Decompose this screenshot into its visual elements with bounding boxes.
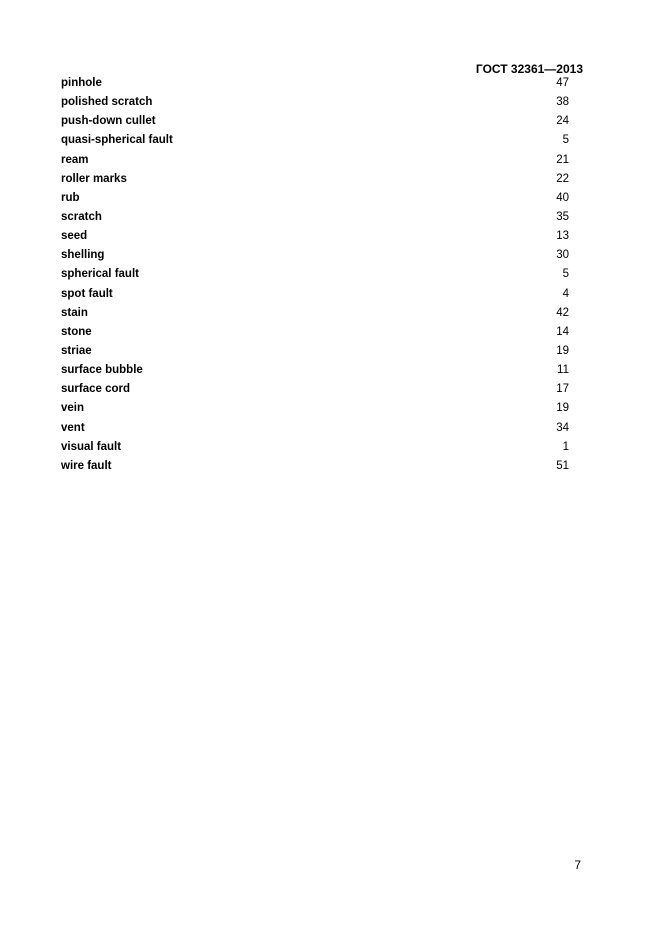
index-page-ref: 4 (562, 287, 569, 300)
index-entry (61, 399, 569, 418)
index-term: wire fault (61, 459, 112, 472)
alphabetical-index (61, 74, 569, 476)
index-page-ref: 35 (556, 210, 569, 223)
index-term: spherical fault (61, 268, 139, 281)
index-term: scratch (61, 210, 102, 223)
index-entry (61, 227, 569, 246)
index-entry (61, 246, 569, 265)
index-entry (61, 380, 569, 399)
index-term: pinhole (61, 77, 102, 89)
index-term: ream (61, 153, 89, 166)
index-entry (61, 151, 569, 170)
page-number: 7 (574, 858, 581, 872)
index-term: rub (61, 191, 80, 204)
index-entry (61, 93, 569, 112)
index-page-ref: 5 (562, 134, 569, 147)
index-term: surface cord (61, 383, 131, 396)
index-page-ref: 34 (556, 421, 569, 434)
index-page-ref: 42 (556, 306, 569, 319)
index-page-ref: 19 (556, 402, 569, 415)
standard-designation: ГОСТ 32361—2013 (475, 62, 583, 76)
index-term: surface bubble (61, 364, 143, 377)
index-page-ref: 14 (556, 325, 569, 338)
index-page-ref: 11 (557, 364, 569, 377)
index-term: shelling (61, 249, 105, 262)
index-page-ref: 21 (556, 153, 569, 166)
index-page-ref: 51 (556, 459, 569, 472)
index-entry (61, 457, 569, 476)
index-page-ref: 24 (556, 115, 569, 128)
index-entry (61, 170, 569, 189)
index-term: vent (61, 421, 85, 434)
index-entry (61, 74, 569, 93)
index-entry (61, 304, 569, 323)
index-page-ref: 38 (556, 96, 569, 109)
index-entry (61, 323, 569, 342)
index-term: push-down cullet (61, 115, 156, 128)
index-entry (61, 419, 569, 438)
index-page-ref: 17 (556, 383, 569, 396)
index-term: visual fault (61, 440, 122, 453)
index-entry (61, 265, 569, 284)
index-entry (61, 342, 569, 361)
index-entry (61, 208, 569, 227)
index-page-ref: 30 (556, 249, 569, 262)
index-page-ref: 22 (556, 172, 569, 185)
index-entry (61, 131, 569, 150)
index-page-ref: 1 (562, 440, 569, 453)
index-term: stone (61, 325, 92, 338)
index-term: seed (61, 230, 88, 243)
index-page-ref: 40 (556, 191, 569, 204)
index-page-ref: 5 (562, 268, 569, 281)
index-page-ref: 13 (556, 230, 569, 243)
index-term: roller marks (61, 172, 127, 185)
index-entry (61, 361, 569, 380)
index-term: spot fault (61, 287, 113, 300)
index-page-ref: 47 (556, 77, 569, 89)
index-entry (61, 112, 569, 131)
index-term: polished scratch (61, 96, 153, 109)
index-entry (61, 438, 569, 457)
index-term: stain (61, 306, 88, 319)
index-entry (61, 285, 569, 304)
index-term: quasi-spherical fault (61, 134, 173, 147)
index-entry (61, 189, 569, 208)
index-page-ref: 19 (556, 344, 569, 357)
index-term: vein (61, 402, 85, 415)
index-term: striae (61, 344, 92, 357)
